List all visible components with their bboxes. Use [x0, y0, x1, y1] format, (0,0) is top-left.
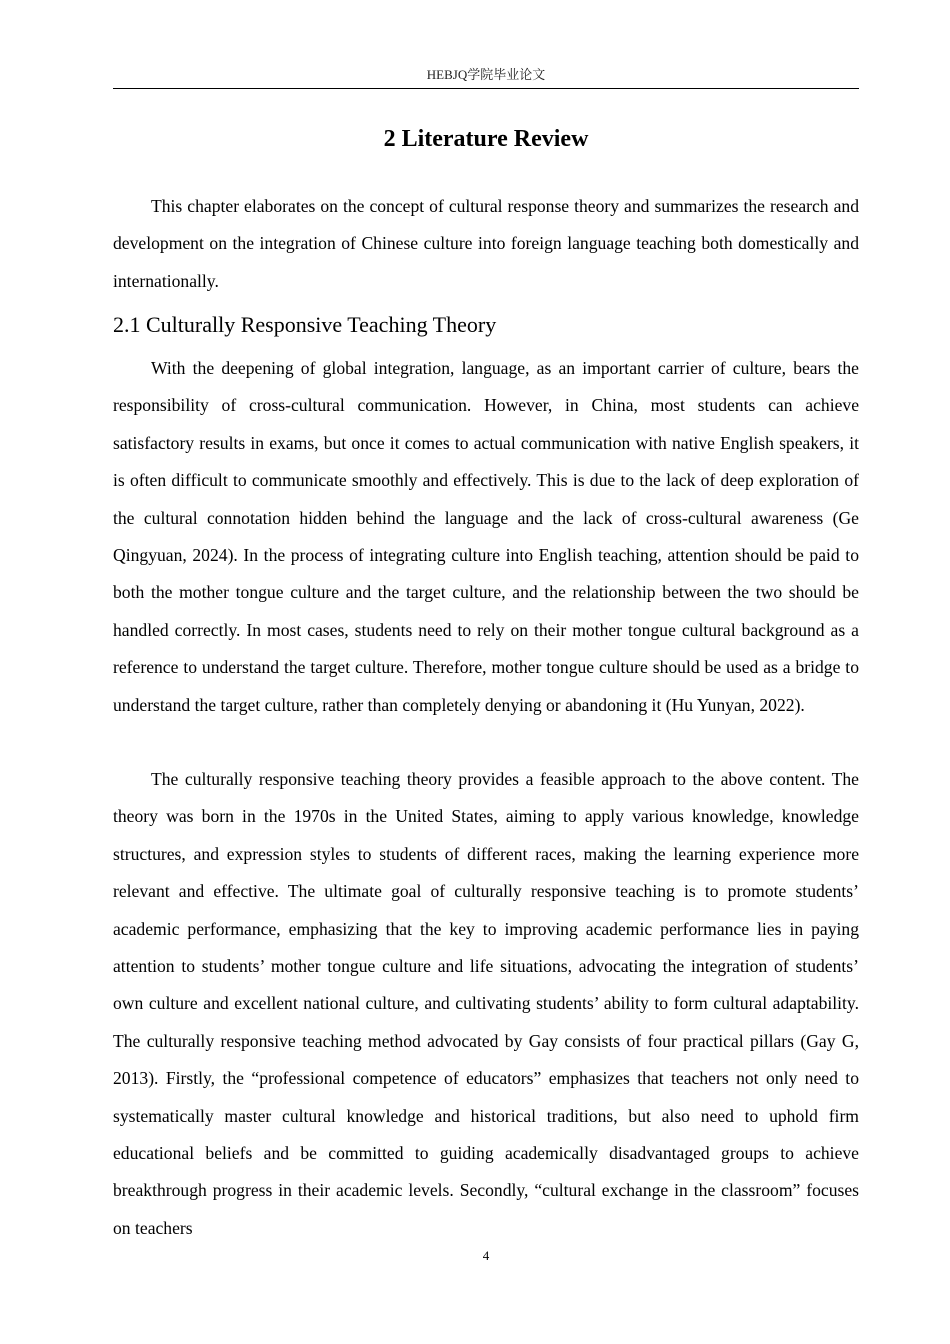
- chapter-title: 2 Literature Review: [383, 126, 589, 152]
- body-paragraph: The culturally responsive teaching theory provides a feasible approach to the above content. The theory was born in the 1970s in the United States, aiming to apply various knowledge, knowledge structures, and expression styles to students of different races, making the learning experience more relevant and effective. The ultimate goal of culturally responsive teaching is to promote students’ academic performance, emphasizing that the key to improving academic performance lies in paying attention to students’ mother tongue culture and life situations, advocating the integration of students’ own culture and excellent national culture, and cultivating students’ ability to form cultural adaptability. The culturally responsive teaching method advocated by Gay consists of four practical pillars (Gay G, 2013). Firstly, the “professional competence of educators” emphasizes that teachers not only need to systematically master cultural knowledge and historical traditions, but also need to uphold firm educational beliefs and be committed to guiding academically disadvantaged groups to achieve breakthrough progress in their academic levels. Secondly, “cultural exchange in the classroom” focuses on teachers: [113, 769, 859, 1238]
- running-header: HEBJQ学院毕业论文: [426, 67, 546, 82]
- document-page: [113, 0, 859, 1344]
- header-rule: [113, 88, 859, 89]
- section-heading: 2.1 Culturally Responsive Teaching Theory: [113, 312, 497, 337]
- body-paragraph: With the deepening of global integration, language, as an important carrier of culture, bears the responsibility of cross-cultural communication. However, in China, most students can achieve satisfactory results in exams, but once it comes to actual communication with native English speakers, it is often difficult to communicate smoothly and effectively. This is due to the lack of deep exploration of the cultural connotation hidden behind the language and the lack of cross-cultural awareness (Ge Qingyuan, 2024). In the process of integrating culture into English teaching, attention should be paid to both the mother tongue culture and the target culture, and the relationship between the two should be handled correctly. In most cases, students need to rely on their mother tongue cultural background as a reference to understand the target culture. Therefore, mother tongue culture should be used as a bridge to understand the target culture, rather than completely denying or abandoning it (Hu Yunyan, 2022).: [113, 358, 859, 715]
- page-number: 4: [482, 1248, 490, 1263]
- chapter-intro-paragraph: This chapter elaborates on the concept of cultural response theory and summarizes the research and development on the integration of Chinese culture into foreign language teaching both domestically and internationally.: [113, 196, 859, 291]
